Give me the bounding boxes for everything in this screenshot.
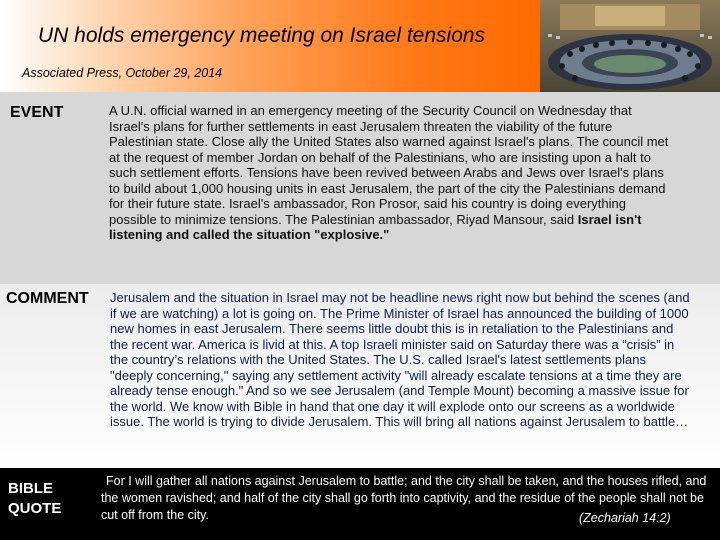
event-label: EVENT bbox=[10, 104, 64, 121]
comment-label: COMMENT bbox=[6, 290, 89, 307]
source-line: Associated Press, October 29, 2014 bbox=[22, 66, 223, 80]
bible-citation: (Zechariah 14:2) bbox=[579, 511, 671, 525]
bible-quote-text: For I will gather all nations against Jerusalem to battle; and the city shall be taken, and the houses rifled, and the women ravished; and half of the city shall go forth into captivity, and the residue of the people shall not be cut off from the city. bbox=[101, 474, 707, 522]
event-body: A U.N. official warned in an emergency meeting of the Security Council on Wednesday that Israel's plans for further settlements in east Jerusalem threaten the viability of the future Palestinian state. Close ally the United States also warned against Israel's plans. The council met at the request of member Jordan on behalf of the Palestinians, who are insisting upon a halt to such settlement efforts. Tensions have been revived between Arabs and Jews over Israel's plans to build about 1,000 housing units in east Jerusalem, the part of the city the Palestinians demand for their future state. Israel's ambassador, Ron Prosor, said his country is doing everything possible to minimize tensions. The Palestinian ambassador, Riyad Mansour, said bbox=[109, 103, 669, 227]
council-chamber-image bbox=[540, 0, 720, 92]
bible-label-line2: QUOTE bbox=[8, 500, 62, 517]
security-council-photo bbox=[540, 0, 720, 92]
event-bold-quote: Israel isn't listening and called the situation "explosive." bbox=[109, 211, 642, 242]
title-banner bbox=[0, 0, 540, 92]
comment-text: Jerusalem and the situation in Israel may not be headline news right now but behind the scenes (and if we are watching) a lot is going on. The Prime Minister of Israel has announced the building of 1000 new homes in east Jerusalem. There seems little doubt this is in retaliation to the Palestinians and the recent war. America is livid at this. A top Israeli minister said on Saturday there was a “crisis” in the country’s relations with the United States. The U.S. called Israel's latest settlements plans "deeply concerning," saying any settlement activity "will already escalate tensions at a time they are already tense enough." And so we see Jerusalem (and Temple Mount) becoming a massive issue for the world. We know with Bible in hand that one day it will explode onto our screens as a worldwide issue. The world is trying to divide Jerusalem. This will bring all nations against Jerusalem to battle… bbox=[110, 290, 690, 429]
bible-quote-label bbox=[8, 479, 61, 519]
event-text bbox=[109, 103, 669, 243]
page-title: UN holds emergency meeting on Israel tensions bbox=[38, 24, 486, 47]
bible-label-line1: BIBLE bbox=[8, 480, 53, 497]
